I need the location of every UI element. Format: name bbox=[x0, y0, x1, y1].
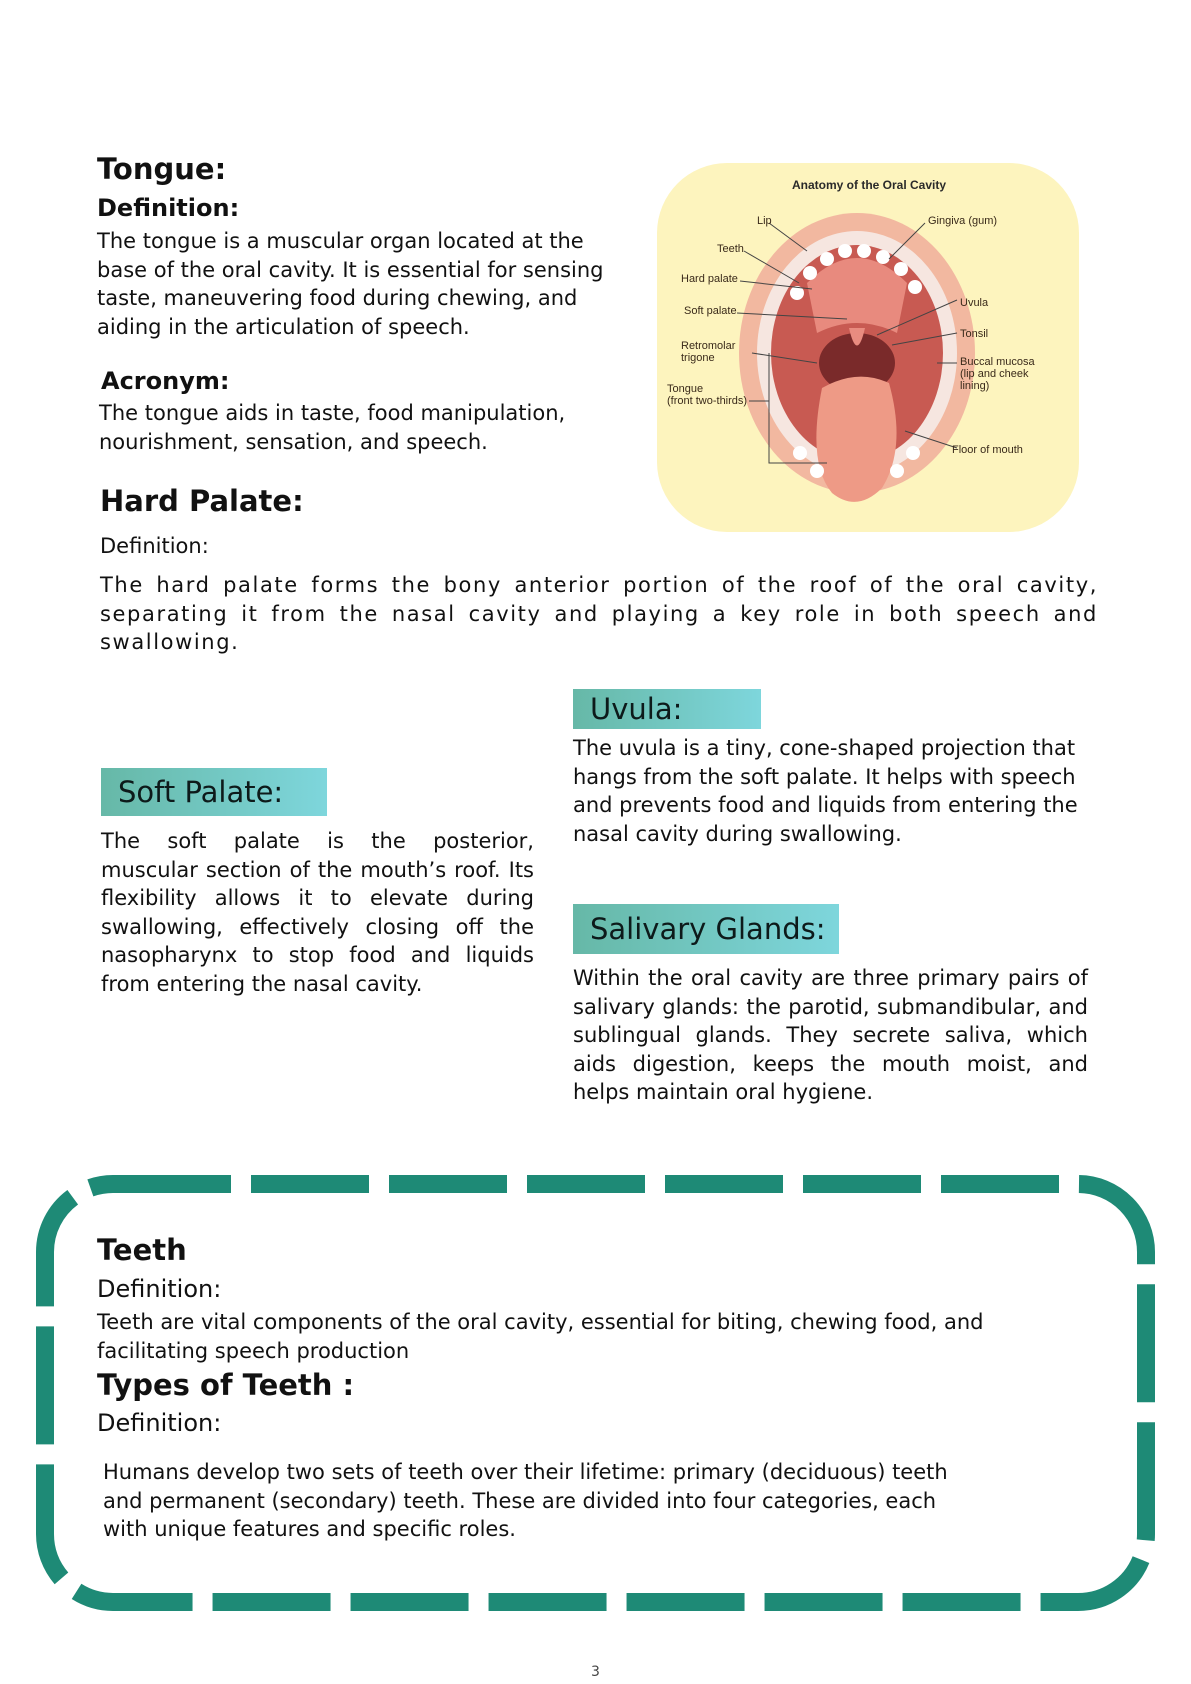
label-teeth: Teeth bbox=[717, 243, 744, 255]
label-hard-palate: Hard palate bbox=[681, 273, 738, 285]
page-number: 3 bbox=[591, 1664, 600, 1680]
salivary-glands-text: Within the oral cavity are three primary pairs of salivary glands: the parotid, submandibular, and sublingual glands. They secrete saliva, which aids digestion, keeps the mouth moist, and helps maintain oral hygiene. bbox=[573, 966, 1088, 1104]
label-tonsil: Tonsil bbox=[960, 328, 989, 340]
soft-palate-text: The soft palate is the posterior, muscular section of the mouth’s roof. Its flexibility allows it to elevate during swallowing, effectively closing off the nasopharynx to stop food and liquids from entering the nasal cavity. bbox=[101, 829, 534, 996]
label-buccal-line1: Buccal mucosa bbox=[960, 356, 1035, 368]
tongue-definition-text: The tongue is a muscular organ located at the base of the oral cavity. It is essential for sensing taste, maneuvering food during chewing, and aiding in the articulation of speech. bbox=[97, 229, 604, 339]
tongue-acronym-heading: Acronym: bbox=[101, 367, 230, 395]
label-tongue-line1: Tongue bbox=[667, 383, 704, 395]
soft-palate-title: Soft Palate: bbox=[118, 775, 284, 809]
label-buccal-line2: (lip and cheek bbox=[960, 368, 1029, 380]
types-of-teeth-text: Humans develop two sets of teeth over their lifetime: primary (deciduous) teeth and permanent (secondary) teeth. These are divided into four categories, each with unique features and specific roles. bbox=[103, 1460, 948, 1541]
label-floor-of-mouth: Floor of mouth bbox=[952, 444, 1023, 456]
types-definition-heading: Definition: bbox=[97, 1409, 222, 1437]
label-lip: Lip bbox=[757, 215, 772, 227]
label-retromolar-line1: Retromolar bbox=[681, 340, 736, 352]
tongue-acronym-text: The tongue aids in taste, food manipulation, nourishment, sensation, and speech. bbox=[99, 401, 566, 454]
hard-palate-text: The hard palate forms the bony anterior portion of the roof of the oral cavity, separating it from the nasal cavity and playing a key role in both speech and swallowing. bbox=[100, 573, 1098, 654]
types-of-teeth-heading: Types of Teeth : bbox=[97, 1368, 355, 1402]
label-tongue-line2: (front two-thirds) bbox=[667, 395, 748, 407]
hard-palate-definition-heading: Definition: bbox=[100, 534, 209, 558]
tongue-definition-heading: Definition: bbox=[97, 194, 240, 222]
label-soft-palate: Soft palate bbox=[684, 305, 737, 317]
salivary-glands-title: Salivary Glands: bbox=[590, 912, 826, 946]
label-retromolar-line2: trigone bbox=[681, 352, 715, 364]
label-uvula: Uvula bbox=[960, 297, 989, 309]
teeth-title: Teeth bbox=[97, 1233, 187, 1267]
figure-title: Anatomy of the Oral Cavity bbox=[791, 178, 947, 192]
teeth-definition-text: Teeth are vital components of the oral cavity, essential for biting, chewing food, and facilitating speech production bbox=[97, 1310, 984, 1363]
uvula-text: The uvula is a tiny, cone-shaped projection that hangs from the soft palate. It helps with speech and prevents food and liquids from entering the nasal cavity during swallowing. bbox=[573, 736, 1078, 846]
teeth-definition-heading: Definition: bbox=[97, 1275, 222, 1303]
hard-palate-title: Hard Palate: bbox=[100, 484, 304, 518]
label-gingiva: Gingiva (gum) bbox=[928, 215, 998, 227]
tongue-title: Tongue: bbox=[97, 152, 227, 186]
label-buccal-line3: lining) bbox=[960, 380, 990, 392]
uvula-title: Uvula: bbox=[590, 692, 683, 726]
